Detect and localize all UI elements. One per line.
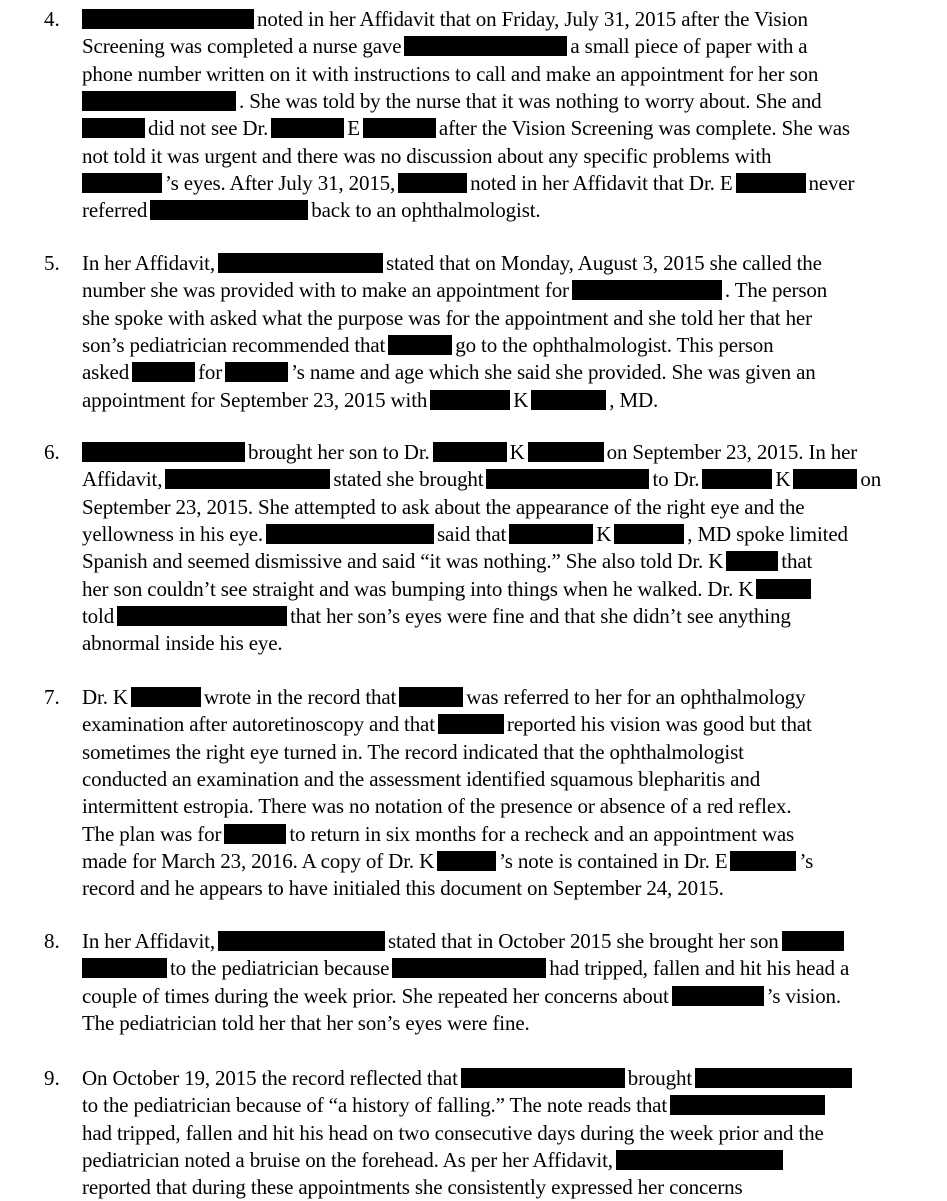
paragraph-line xyxy=(82,521,848,548)
line-text: to Dr. xyxy=(652,467,700,492)
paragraph-line xyxy=(82,88,822,115)
paragraph-line xyxy=(82,61,818,88)
line-text: for xyxy=(198,360,223,385)
paragraph-line xyxy=(82,1120,824,1147)
line-text: said that xyxy=(437,521,507,546)
line-text: ’s name and age which she said she provided. She was given an xyxy=(291,360,816,385)
line-text: phone number written on it with instructions to call and make an appointment for her son xyxy=(82,61,819,86)
line-text: The plan was for xyxy=(82,821,222,846)
line-text: examination after autoretinoscopy and that xyxy=(82,712,435,737)
line-text: Spanish and seemed dismissive and said “it was nothing.” She also told Dr. K xyxy=(82,549,724,574)
redaction-box xyxy=(165,469,330,489)
paragraph-line xyxy=(82,143,771,170)
line-text: couple of times during the week prior. She repeated her concerns about xyxy=(82,983,669,1008)
line-text: K xyxy=(509,440,525,464)
line-text: her son couldn’t see straight and was bumping into things when he walked. Dr. K xyxy=(82,576,754,601)
paragraph-line xyxy=(82,466,881,493)
line-text: ’s eyes. After July 31, 2015, xyxy=(165,170,396,195)
paragraph-line xyxy=(82,115,850,142)
paragraph-line xyxy=(82,250,822,277)
line-text: after the Vision Screening was complete. She was xyxy=(438,116,850,141)
line-text: ’s note is contained in Dr. E xyxy=(499,848,728,873)
line-text: made for March 23, 2016. A copy of Dr. K xyxy=(82,848,435,873)
line-text: a small piece of paper with a xyxy=(570,34,808,59)
line-text: noted in her Affidavit that Dr. E xyxy=(470,170,733,195)
redaction-box xyxy=(509,524,593,544)
line-text: ’s xyxy=(799,848,814,873)
redaction-box xyxy=(461,1068,625,1088)
line-text: In her Affidavit, xyxy=(82,929,215,953)
redaction-box xyxy=(131,687,201,707)
line-text: K xyxy=(513,387,529,412)
paragraph-line xyxy=(82,359,816,386)
line-text: Screening was completed a nurse gave xyxy=(82,34,402,59)
redaction-box xyxy=(756,579,811,599)
line-text: intermittent estropia. There was no notation of the presence or absence of a red reflex. xyxy=(82,794,792,819)
line-text: stated she brought xyxy=(333,467,484,492)
paragraph-line xyxy=(82,170,854,197)
line-text: yellowness in his eye. xyxy=(82,521,264,546)
paragraph-line xyxy=(82,277,827,304)
line-text: conducted an examination and the assessment identified squamous blepharitis and xyxy=(82,766,761,791)
line-text: to the pediatrician because xyxy=(170,956,390,981)
redaction-box xyxy=(438,714,504,734)
redaction-box xyxy=(82,173,162,193)
redaction-box xyxy=(82,91,236,111)
redaction-box xyxy=(225,362,288,382)
line-text: appointment for September 23, 2015 with xyxy=(82,387,428,412)
redaction-box xyxy=(117,606,287,626)
line-text: that xyxy=(781,549,813,574)
line-text: told xyxy=(82,603,115,628)
line-text: had tripped, fallen and hit his head on two consecutive days during the week prior and the xyxy=(82,1120,824,1145)
paragraph-line xyxy=(82,711,812,738)
paragraph-number: 6. xyxy=(44,440,60,464)
redaction-box xyxy=(82,9,254,29)
redaction-box xyxy=(82,442,245,462)
line-text: stated that in October 2015 she brought her son xyxy=(387,929,779,953)
redaction-box xyxy=(363,118,436,138)
line-text: she spoke with asked what the purpose was for the appointment and she told her that her xyxy=(82,305,812,330)
line-text: reported that during these appointments she consistently expressed her concerns xyxy=(82,1175,743,1200)
line-text: . She was told by the nurse that it was nothing to worry about. She and xyxy=(239,88,822,113)
line-text: not told it was urgent and there was no discussion about any specific problems with xyxy=(82,143,772,168)
paragraph-line xyxy=(82,197,541,224)
paragraph-number: 8. xyxy=(44,929,60,953)
paragraph-line xyxy=(82,739,744,766)
redaction-box xyxy=(398,173,467,193)
line-text: , MD. xyxy=(609,387,659,412)
redaction-box xyxy=(695,1068,852,1088)
redaction-box xyxy=(793,469,857,489)
paragraph-line xyxy=(82,387,658,414)
redaction-box xyxy=(218,931,385,951)
line-text: ’s vision. xyxy=(766,983,841,1008)
line-text: back to an ophthalmologist. xyxy=(311,198,541,223)
paragraph-line xyxy=(82,33,807,60)
line-text: In her Affidavit, xyxy=(82,251,215,275)
line-text: sometimes the right eye turned in. The record indicated that the ophthalmologist xyxy=(82,739,744,764)
paragraph-line xyxy=(82,766,760,793)
line-text: on September 23, 2015. In her xyxy=(606,440,858,464)
line-text: Affidavit, xyxy=(82,467,163,492)
redaction-box xyxy=(430,390,510,410)
redaction-box xyxy=(132,362,195,382)
line-text: K xyxy=(775,467,791,492)
redaction-box xyxy=(782,931,844,951)
paragraph-line xyxy=(82,875,724,902)
redaction-box xyxy=(736,173,806,193)
paragraph-line xyxy=(82,684,805,711)
line-text: had tripped, fallen and hit his head a xyxy=(549,956,850,981)
paragraph-number: 5. xyxy=(44,251,60,275)
line-text: number she was provided with to make an appointment for xyxy=(82,278,569,303)
line-text: reported his vision was good but that xyxy=(506,712,812,737)
line-text: The pediatrician told her that her son’s eyes were fine. xyxy=(82,1010,530,1035)
redaction-box xyxy=(531,390,606,410)
line-text: E xyxy=(347,116,360,141)
paragraph-line xyxy=(82,1092,828,1119)
redaction-box xyxy=(433,442,507,462)
redaction-box xyxy=(614,524,684,544)
redaction-box xyxy=(399,687,463,707)
paragraph-line xyxy=(82,1147,786,1174)
paragraph-line xyxy=(82,305,812,332)
line-text: brought xyxy=(627,1066,693,1090)
paragraph-line xyxy=(82,821,794,848)
redaction-box xyxy=(672,986,764,1006)
redaction-box xyxy=(404,36,567,56)
redaction-box xyxy=(726,551,778,571)
paragraph-line xyxy=(82,1174,743,1201)
redaction-box xyxy=(730,851,796,871)
line-text: Dr. K xyxy=(82,685,128,709)
redaction-box xyxy=(670,1095,825,1115)
redaction-box xyxy=(486,469,649,489)
paragraph-number: 9. xyxy=(44,1066,60,1090)
redaction-box xyxy=(266,524,434,544)
line-text: On October 19, 2015 the record reflected that xyxy=(82,1066,458,1090)
redaction-box xyxy=(82,118,145,138)
paragraph-line xyxy=(82,6,808,33)
line-text: on xyxy=(860,467,882,492)
line-text: go to the ophthalmologist. This person xyxy=(455,332,774,357)
line-text: record and he appears to have initialed this document on September 24, 2015. xyxy=(82,876,724,901)
line-text: pediatrician noted a bruise on the forehead. As per her Affidavit, xyxy=(82,1147,613,1172)
line-text: . The person xyxy=(724,278,828,303)
paragraph-line xyxy=(82,630,283,657)
line-text: son’s pediatrician recommended that xyxy=(82,332,386,357)
line-text: brought her son to Dr. xyxy=(248,440,430,464)
paragraph-line xyxy=(82,928,847,955)
line-text: stated that on Monday, August 3, 2015 she called the xyxy=(385,251,822,275)
paragraph-line xyxy=(82,603,791,630)
line-text: to the pediatrician because of “a history of falling.” The note reads that xyxy=(82,1093,668,1118)
paragraph-line xyxy=(82,1010,530,1037)
redaction-box xyxy=(392,958,546,978)
paragraph-line xyxy=(82,793,791,820)
line-text: wrote in the record that xyxy=(203,685,397,709)
line-text: that her son’s eyes were fine and that she didn’t see anything xyxy=(290,603,791,628)
paragraph-line xyxy=(82,548,812,575)
paragraph-number: 7. xyxy=(44,685,60,709)
line-text: September 23, 2015. She attempted to ask about the appearance of the right eye and the xyxy=(82,494,805,519)
redaction-box xyxy=(572,280,722,300)
redaction-box xyxy=(616,1150,783,1170)
paragraph-line xyxy=(82,576,814,603)
paragraph-line xyxy=(82,1065,855,1092)
line-text: to return in six months for a recheck and an appointment was xyxy=(289,821,795,846)
redaction-box xyxy=(702,469,772,489)
paragraph-line xyxy=(82,332,773,359)
redaction-box xyxy=(388,335,452,355)
paragraph-line xyxy=(82,439,857,466)
redaction-box xyxy=(150,200,308,220)
paragraph-line xyxy=(82,848,813,875)
redaction-box xyxy=(82,958,167,978)
redaction-box xyxy=(224,824,286,844)
line-text: K xyxy=(596,521,612,546)
line-text: was referred to her for an ophthalmology xyxy=(466,685,806,709)
line-text: abnormal inside his eye. xyxy=(82,631,283,656)
paragraph-number: 4. xyxy=(44,7,60,31)
redaction-box xyxy=(528,442,604,462)
line-text: asked xyxy=(82,360,130,385)
redaction-box xyxy=(218,253,383,273)
line-text: noted in her Affidavit that on Friday, July 31, 2015 after the Vision xyxy=(257,7,808,31)
redaction-box xyxy=(271,118,344,138)
redaction-box xyxy=(437,851,496,871)
line-text: referred xyxy=(82,198,148,223)
line-text: , MD spoke limited xyxy=(687,521,848,546)
paragraph-line xyxy=(82,494,804,521)
paragraph-line xyxy=(82,955,849,982)
paragraph-line xyxy=(82,983,841,1010)
line-text: did not see Dr. xyxy=(148,116,269,141)
line-text: never xyxy=(808,170,855,195)
